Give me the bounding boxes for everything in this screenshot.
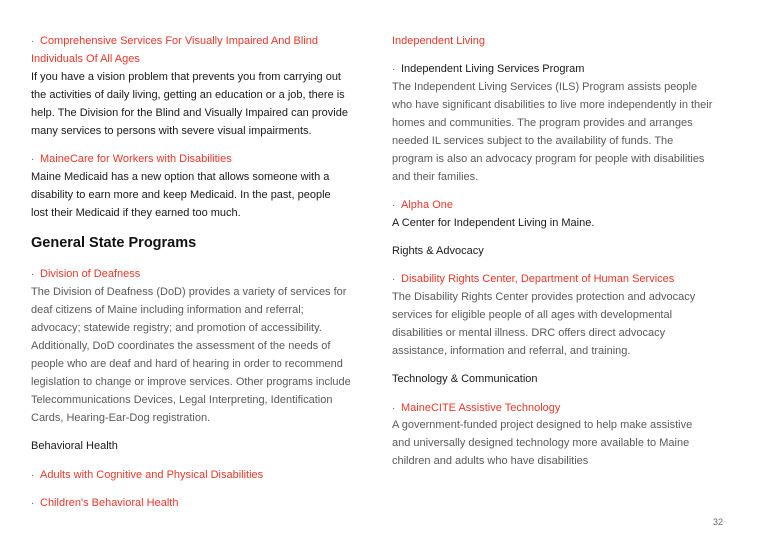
section-heading-general-state-programs: General State Programs <box>31 235 197 251</box>
disability-rights-description: The Disability Rights Center provides protection and advocacy services for eligible people of all ages with developmental disabilities or mental illness. DRC offers direct advocacy assistance, information and referral, and training. <box>392 291 696 357</box>
division-of-deafness-description: The Division of Deafness (DoD) provides a variety of services for deaf citizens of Maine including information and referral; advocacy; statewide registry; and promotion of accessibility. Additionally, DoD coordinates the assessment of the needs of people who are deaf and hard of hearing in order to recommend legislation to change or improve services. Other programs include Telecommunications Devices, Legal Interpreting, Identification Cards, Hearing-Ear-Dog registration. <box>31 286 351 424</box>
bullet-icon: · <box>31 498 35 509</box>
link-comprehensive-services-cont[interactable]: Individuals Of All Ages <box>31 53 140 65</box>
bullet-icon: · <box>31 269 35 280</box>
link-division-of-deafness[interactable]: · Division of Deafness <box>31 265 140 284</box>
item-ils-program: · Independent Living Services Program <box>392 60 584 79</box>
link-mainecare-workers[interactable]: · MaineCare for Workers with Disabilities <box>31 150 232 169</box>
bullet-icon: · <box>392 200 396 211</box>
page-number: 32 <box>713 517 724 527</box>
bullet-icon: · <box>31 36 35 47</box>
link-comprehensive-services[interactable]: · Comprehensive Services For Visually Impaired And Blind <box>31 32 318 51</box>
subheading-independent-living[interactable]: Independent Living <box>392 35 485 47</box>
bullet-icon: · <box>392 403 396 414</box>
mainecare-description: Maine Medicaid has a new option that allows someone with a disability to earn more and keep Medicaid. In the past, people lost their Medicaid if they earned too much. <box>31 171 331 219</box>
subheading-rights-advocacy: Rights & Advocacy <box>392 245 484 257</box>
link-disability-rights-center[interactable]: · Disability Rights Center, Department of Human Services <box>392 270 674 289</box>
alpha-one-description: A Center for Independent Living in Maine. <box>392 217 595 229</box>
bullet-icon: · <box>31 154 35 165</box>
bullet-icon: · <box>31 470 35 481</box>
mainecite-description: A government-funded project designed to help make assistive and universally designed technology more available to Maine children and adults who have disabilities <box>392 419 693 467</box>
subheading-technology-communication: Technology & Communication <box>392 373 538 385</box>
bullet-icon: · <box>392 274 396 285</box>
ils-program-description: The Independent Living Services (ILS) Program assists people who have significant disabilities to live more independently in their homes and communities. The program provides and arranges needed IL services subject to the availability of funds. The program is also an advocacy program for people with disabilities and their families. <box>392 81 713 183</box>
subheading-behavioral-health: Behavioral Health <box>31 440 118 452</box>
link-adults-cognitive-physical[interactable]: · Adults with Cognitive and Physical Disabilities <box>31 466 263 485</box>
link-childrens-behavioral-health[interactable]: · Children's Behavioral Health <box>31 494 178 513</box>
link-alpha-one[interactable]: · Alpha One <box>392 196 453 215</box>
bullet-icon: · <box>392 64 396 75</box>
comprehensive-services-description: If you have a vision problem that prevents you from carrying out the activities of daily living, getting an education or a job, there is help. The Division for the Blind and Visually Impaired can provide many services to persons with severe visual impairments. <box>31 71 348 137</box>
link-mainecite[interactable]: · MaineCITE Assistive Technology <box>392 399 560 418</box>
